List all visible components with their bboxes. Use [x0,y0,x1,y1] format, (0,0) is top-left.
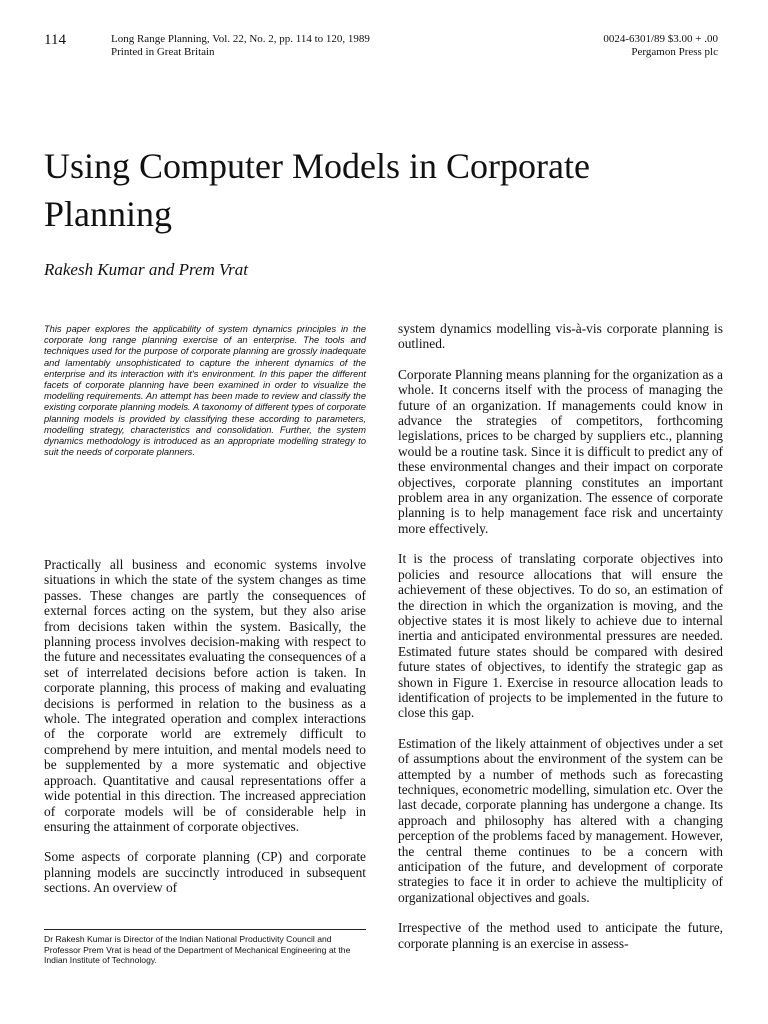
abstract: This paper explores the applicability of system dynamics principles in the corporate long range planning exercise of an enterprise. The tools and techniques used for the purpose of corporate planning are grossly inadequate and lamentably unsophisticated to capture the inherent dynamics of the enterprise and its interaction with it's environment. In this paper the different facets of corporate planning have been examined in order to visualize the modelling requirements. An attempt has been made to review and classify the existing corporate planning models. A taxonomy of different types of corporate planning models is provided by classifying these according to parameters, modelling strategy, characteristics and consolidation. Further, the system dynamics methodology is introduced as an appropriate modelling strategy to suit the needs of corporate planners. [44,324,366,458]
publisher-info [603,33,718,59]
article-authors: Rakesh Kumar and Prem Vrat [44,260,248,279]
body-paragraph: system dynamics modelling vis-à-vis corporate planning is outlined. [398,321,723,352]
issn-price: 0024-6301/89 $3.00 + .00 [603,33,718,45]
printed-in-line: Printed in Great Britain [111,46,215,58]
article-title: Using Computer Models in Corporate Planning [44,146,590,234]
body-paragraph: Irrespective of the method used to anticipate the future, corporate planning is an exercise in assess- [398,920,723,951]
publisher-name: Pergamon Press plc [631,46,718,58]
journal-citation-line: Long Range Planning, Vol. 22, No. 2, pp. 114 to 120, 1989 [111,33,370,45]
body-paragraph: It is the process of translating corporate objectives into policies and resource allocations that will ensure the achievement of these objectives. To do so, an estimation of the direction in which the organization is moving, and the objective states it is most likely to achieve due to internal inertia and anticipated environmental pressures are needed. Estimated future states should be compared with desired future states of objectives, to identify the strategic gap as shown in Figure 1. Exercise in resource allocation leads to identification of projects to be implemented in the future to close this gap. [398,551,723,721]
author-footnote: Dr Rakesh Kumar is Director of the Indian National Productivity Council and Professor Prem Vrat is head of the Department of Mechanical Engineering at the Indian Institute of Technology. [44,934,351,966]
body-paragraph: Estimation of the likely attainment of objectives under a set of assumptions about the environment of the system can be attempted by a number of methods such as forecasting techniques, econometric modelling, simulation etc. Over the last decade, corporate planning has undergone a change. Its approach and philosophy has altered with a changing perception of the problems faced by management. However, the central theme continues to be a concern with anticipation of the future, and development of corporate strategies to face it in order to achieve the multiplicity of organizational objectives and goals. [398,735,723,905]
journal-citation [111,33,370,59]
body-column-left [44,557,366,911]
footnote-divider [44,929,366,930]
body-paragraph: Some aspects of corporate planning (CP) and corporate planning models are succinctly introduced in subsequent sections. An overview of [44,849,366,896]
body-paragraph: Corporate Planning means planning for the organization as a whole. It concerns itself with the process of managing the future of an organization. If managements could know in advance the strategies of competitors, forthcoming legislations, prices to be charged by suppliers etc., planning would be a routine task. Since it is difficult to predict any of these environmental changes and their impact on corporate objectives, corporate planning constitutes an important problem area in any organization. The essence of corporate planning is to help management face risk and uncertainty more effectively. [398,366,723,536]
body-paragraph: Practically all business and economic systems involve situations in which the state of the system changes as time passes. These changes are partly the consequences of external forces acting on the system, but they also arise from decisions taken within the system. Basically, the planning process involves decision-making with respect to the future and necessitates evaluating the consequences of a set of interrelated decisions before action is taken. In corporate planning, this process of making and evaluating decisions is performed in relation to the business as a whole. The integrated operation and complex interactions of the corporate world are extremely difficult to comprehend by mere intuition, and mental models need to be supplemented by a more systematic and objective approach. Quantitative and causal representations offer a wide potential in this direction. The increased appreciation of corporate models will be of considerable help in ensuring the attainment of corporate objectives. [44,557,366,834]
page-number: 114 [44,32,66,48]
body-column-right [398,321,723,966]
